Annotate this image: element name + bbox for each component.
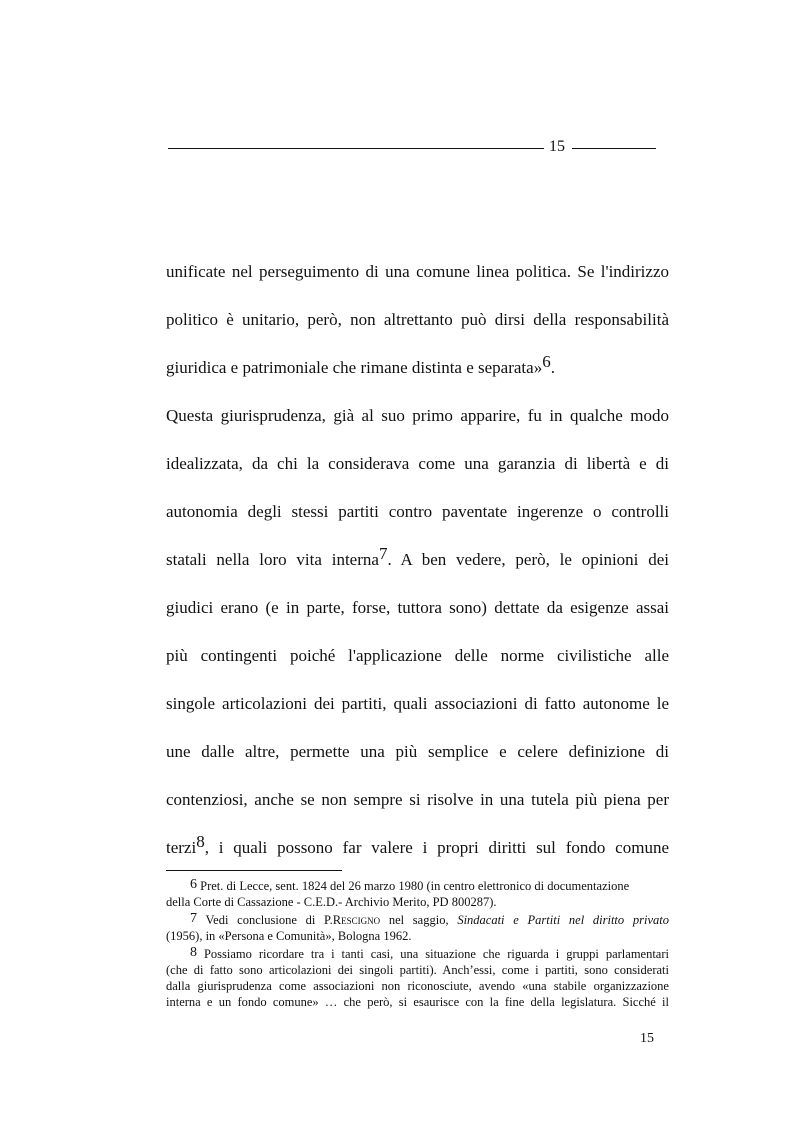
footnote-ref-8[interactable]: 8 xyxy=(196,832,205,851)
footnote-line xyxy=(166,879,669,893)
body-line xyxy=(166,352,669,378)
footnote-number: 8 xyxy=(190,945,197,960)
footnote-line: (1956), in «Persona e Comunità», Bologna 1962. xyxy=(166,929,412,943)
footnote-line: (che di fatto sono articolazioni dei singoli partiti). Anch’essi, come i partiti, sono considerati xyxy=(166,963,669,977)
body-line xyxy=(166,832,669,858)
body-line-text: giuridica e patrimoniale che rimane distinta e separata» xyxy=(166,358,543,377)
header-rule-right xyxy=(572,148,656,149)
footnote-text: Vedi conclusione di P. xyxy=(205,913,333,927)
body-line: giudici erano (e in parte, forse, tuttora sono) dettate da esigenze assai xyxy=(166,598,669,617)
footnote-ref-7[interactable]: 7 xyxy=(378,544,388,563)
sentence-period: . xyxy=(550,358,555,377)
footnote-number: 6 xyxy=(190,877,197,892)
body-line xyxy=(166,544,669,570)
footnote-line: interna e un fondo comune» … che però, si esaurisce con la fine della legislatura. Sicché il xyxy=(166,995,669,1009)
body-line: unificate nel perseguimento di una comune linea politica. Se l'indirizzo xyxy=(166,262,669,281)
body-line-text: terzi xyxy=(166,838,197,857)
footnote-text: Possiamo ricordare tra i tanti casi, una situazione che riguarda i gruppi parlamentari xyxy=(203,947,669,961)
body-line: singole articolazioni dei partiti, quali associazioni di fatto autonome le xyxy=(166,694,669,713)
footnote-line: dalla giurisprudenza come associazioni non riconosciute, avendo «una stabile organizzazione xyxy=(166,979,669,993)
body-line: contenziosi, anche se non sempre si risolve in una tutela più piena per xyxy=(166,790,669,809)
body-line: une dalle altre, permette una più semplice e celere definizione di xyxy=(166,742,669,761)
body-line-text: , i quali possono far valere i propri diritti sul fondo comune xyxy=(204,838,669,857)
footnote-text: nel saggio, xyxy=(388,913,449,927)
footnote-line: della Corte di Cassazione - C.E.D.- Archivio Merito, PD 800287). xyxy=(166,895,497,909)
footnote-text: Pret. di Lecce, sent. 1824 del 26 marzo 1980 (in centro elettronico di documentazione xyxy=(200,879,630,893)
body-line: autonomia degli stessi partiti contro paventate ingerenze o controlli xyxy=(166,502,669,521)
body-line: Questa giurisprudenza, già al suo primo apparire, fu in qualche modo xyxy=(166,406,669,425)
author-name: Rescigno xyxy=(332,913,381,927)
footnote-number: 7 xyxy=(190,911,197,926)
footnote-ref-6[interactable]: 6 xyxy=(542,352,551,371)
body-line: politico è unitario, però, non altrettanto può dirsi della responsabilità xyxy=(166,310,669,329)
header-rule-left xyxy=(168,148,544,149)
footer-page-number: 15 xyxy=(640,1031,654,1046)
body-line-text: statali nella loro vita interna xyxy=(166,550,379,569)
header-page-number: 15 xyxy=(549,138,565,155)
body-line: più contingenti poiché l'applicazione delle norme civilistiche alle xyxy=(166,646,669,665)
body-line-text: . A ben vedere, però, le opinioni dei xyxy=(387,550,669,569)
footnote-line xyxy=(166,913,669,927)
body-line: idealizzata, da chi la considerava come una garanzia di libertà e di xyxy=(166,454,669,473)
footnote-rule xyxy=(166,870,342,871)
work-title: Sindacati e Partiti nel diritto privato xyxy=(457,913,669,927)
footnote-line xyxy=(166,947,669,961)
